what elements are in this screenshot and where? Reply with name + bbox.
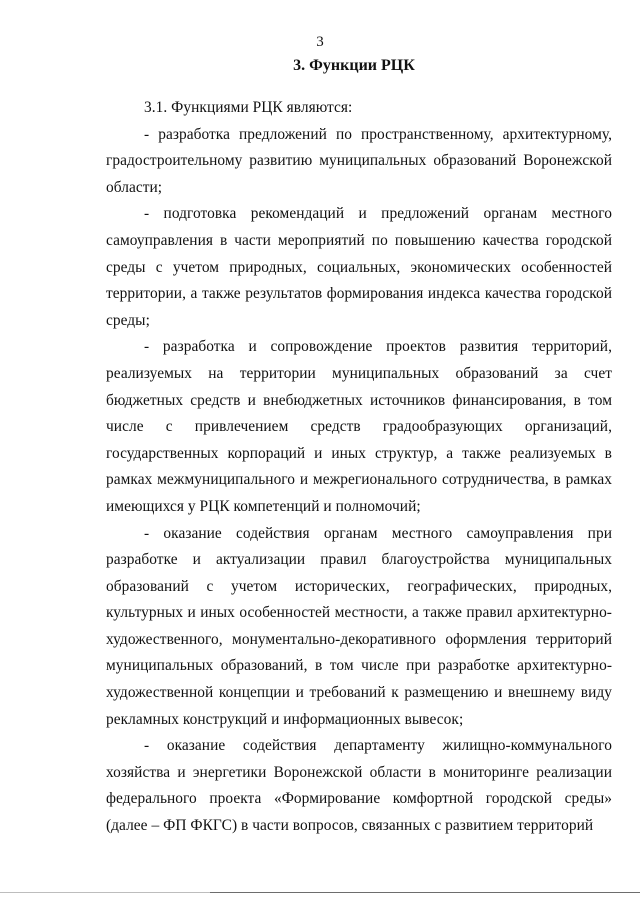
bottom-divider-dark xyxy=(210,892,640,893)
list-item: - оказание содействия департаменту жилищно-коммунального хозяйства и энергетики Воронежской области в мониторинге реализации федерального проекта «Формирование комфортной городской среды» (далее – ФП ФКГС) в части вопросов, связанных с развитием территорий xyxy=(106,737,612,835)
section-title: 3. Функции РЦК xyxy=(293,57,415,74)
list-item: - подготовка рекомендаций и предложений органам местного самоуправления в части мероприятий по повышению качества городской среды с учетом природных, социальных, экономических особенностей территории, а также результатов формирования индекса качества городской среды; xyxy=(106,205,612,329)
document-body xyxy=(106,95,612,840)
list-item: - оказание содействия органам местного самоуправления при разработке и актуализации правил благоустройства муниципальных образований с учетом исторических, географических, природных, культурных и иных особенностей местности, а также правил архитектурно-художественного, монументально-декоративного оформления территорий муниципальных образований, в том числе при разработке архитектурно-художественной концепции и требований к размещению и внешнему виду рекламных конструкций и информационных вывесок; xyxy=(106,524,612,728)
list-item: - разработка предложений по пространственному, архитектурному, градостроительному развитию муниципальных образований Воронежской области; xyxy=(106,125,612,196)
paragraph-intro: 3.1. Функциями РЦК являются: xyxy=(144,99,353,116)
list-item: - разработка и сопровождение проектов развития территорий, реализуемых на территории муниципальных образований за счет бюджетных средств и внебюджетных источников финансирования, в том числе с привлечением средств градообразующих организаций, государственных корпораций и иных структур, а также реализуемых в рамках межмуниципального и межрегионального сотрудничества, в рамках имеющихся у РЦК компетенций и полномочий; xyxy=(106,338,612,515)
page-number: 3 xyxy=(316,34,324,50)
